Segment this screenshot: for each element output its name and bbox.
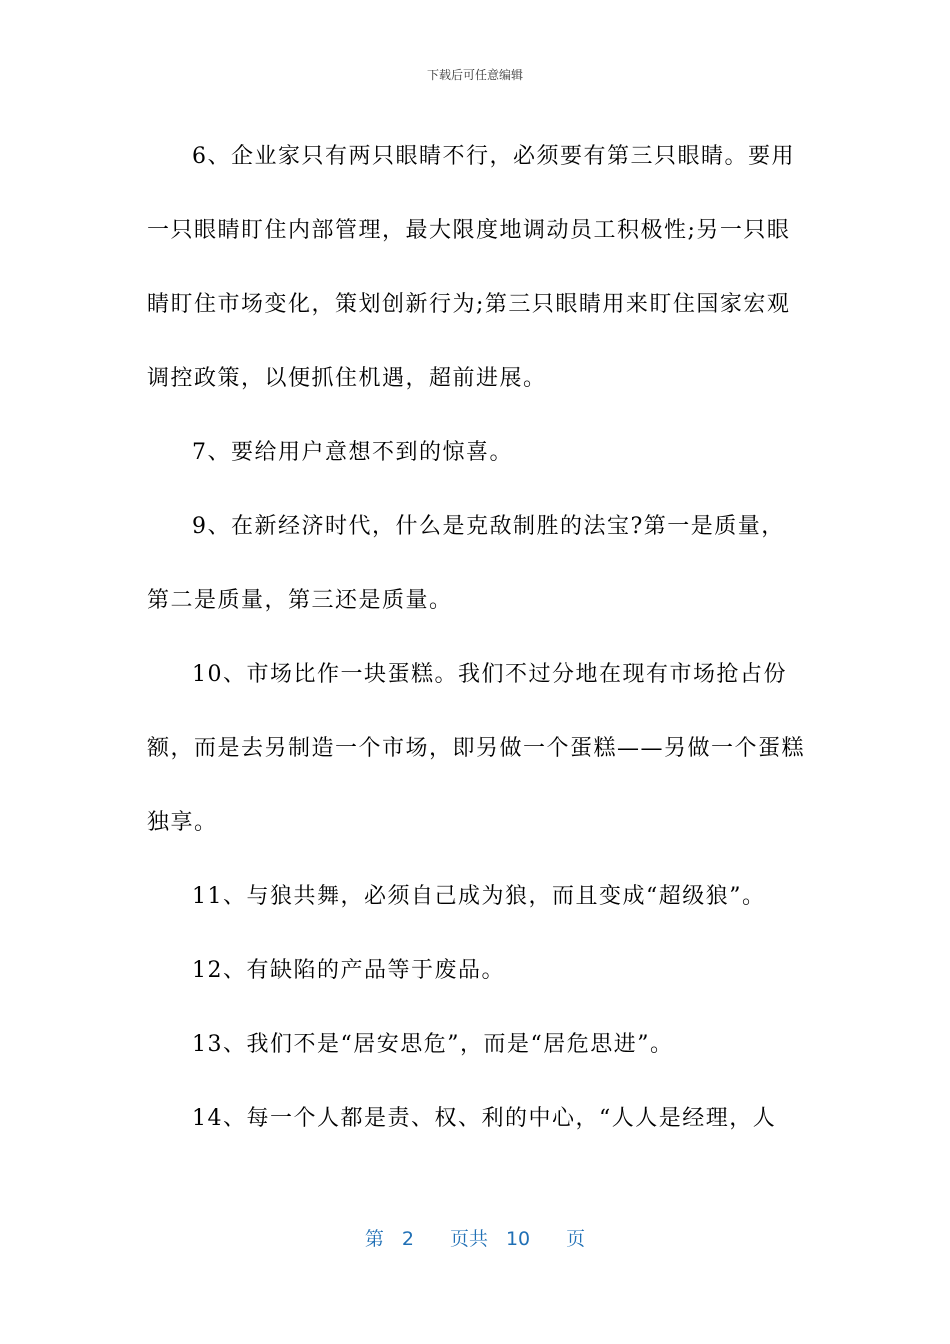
footer-page-number: 2 <box>401 1228 414 1250</box>
paragraph: 14、每一个人都是责、权、利的中心，“人人是经理，人 <box>192 1106 777 1131</box>
paragraph: 10、市场比作一块蛋糕。我们不过分地在现有市场抢占份额，而是去另制造一个市场，即另做一个蛋糕——另做一个蛋糕独享。 <box>147 662 806 835</box>
paragraph: 7、要给用户意想不到的惊喜。 <box>192 440 513 465</box>
paragraph: 12、有缺陷的产品等于废品。 <box>192 958 505 983</box>
body-text <box>147 120 807 1156</box>
footer-page-suffix: 页 <box>566 1228 586 1250</box>
paragraph: 9、在新经济时代，什么是克敌制胜的法宝?第一是质量，第二是质量，第三还是质量。 <box>147 514 785 613</box>
paragraph: 13、我们不是“居安思危”，而是“居危思进”。 <box>192 1032 674 1057</box>
page-footer <box>0 1226 950 1252</box>
paragraph: 11、与狼共舞，必须自己成为狼，而且变成“超级狼”。 <box>192 884 766 909</box>
footer-page-total: 10 <box>505 1228 531 1250</box>
paragraph: 6、企业家只有两只眼睛不行，必须要有第三只眼睛。要用一只眼睛盯住内部管理，最大限度地调动员工积极性;另一只眼睛盯住市场变化，策划创新行为;第三只眼睛用来盯住国家宏观调控政策，以便抓住机遇，超前进展。 <box>147 144 795 391</box>
header-note: 下载后可任意编辑 <box>426 68 523 82</box>
footer-page-prefix: 第 <box>364 1228 384 1250</box>
footer-page-middle: 页共 <box>449 1228 488 1250</box>
